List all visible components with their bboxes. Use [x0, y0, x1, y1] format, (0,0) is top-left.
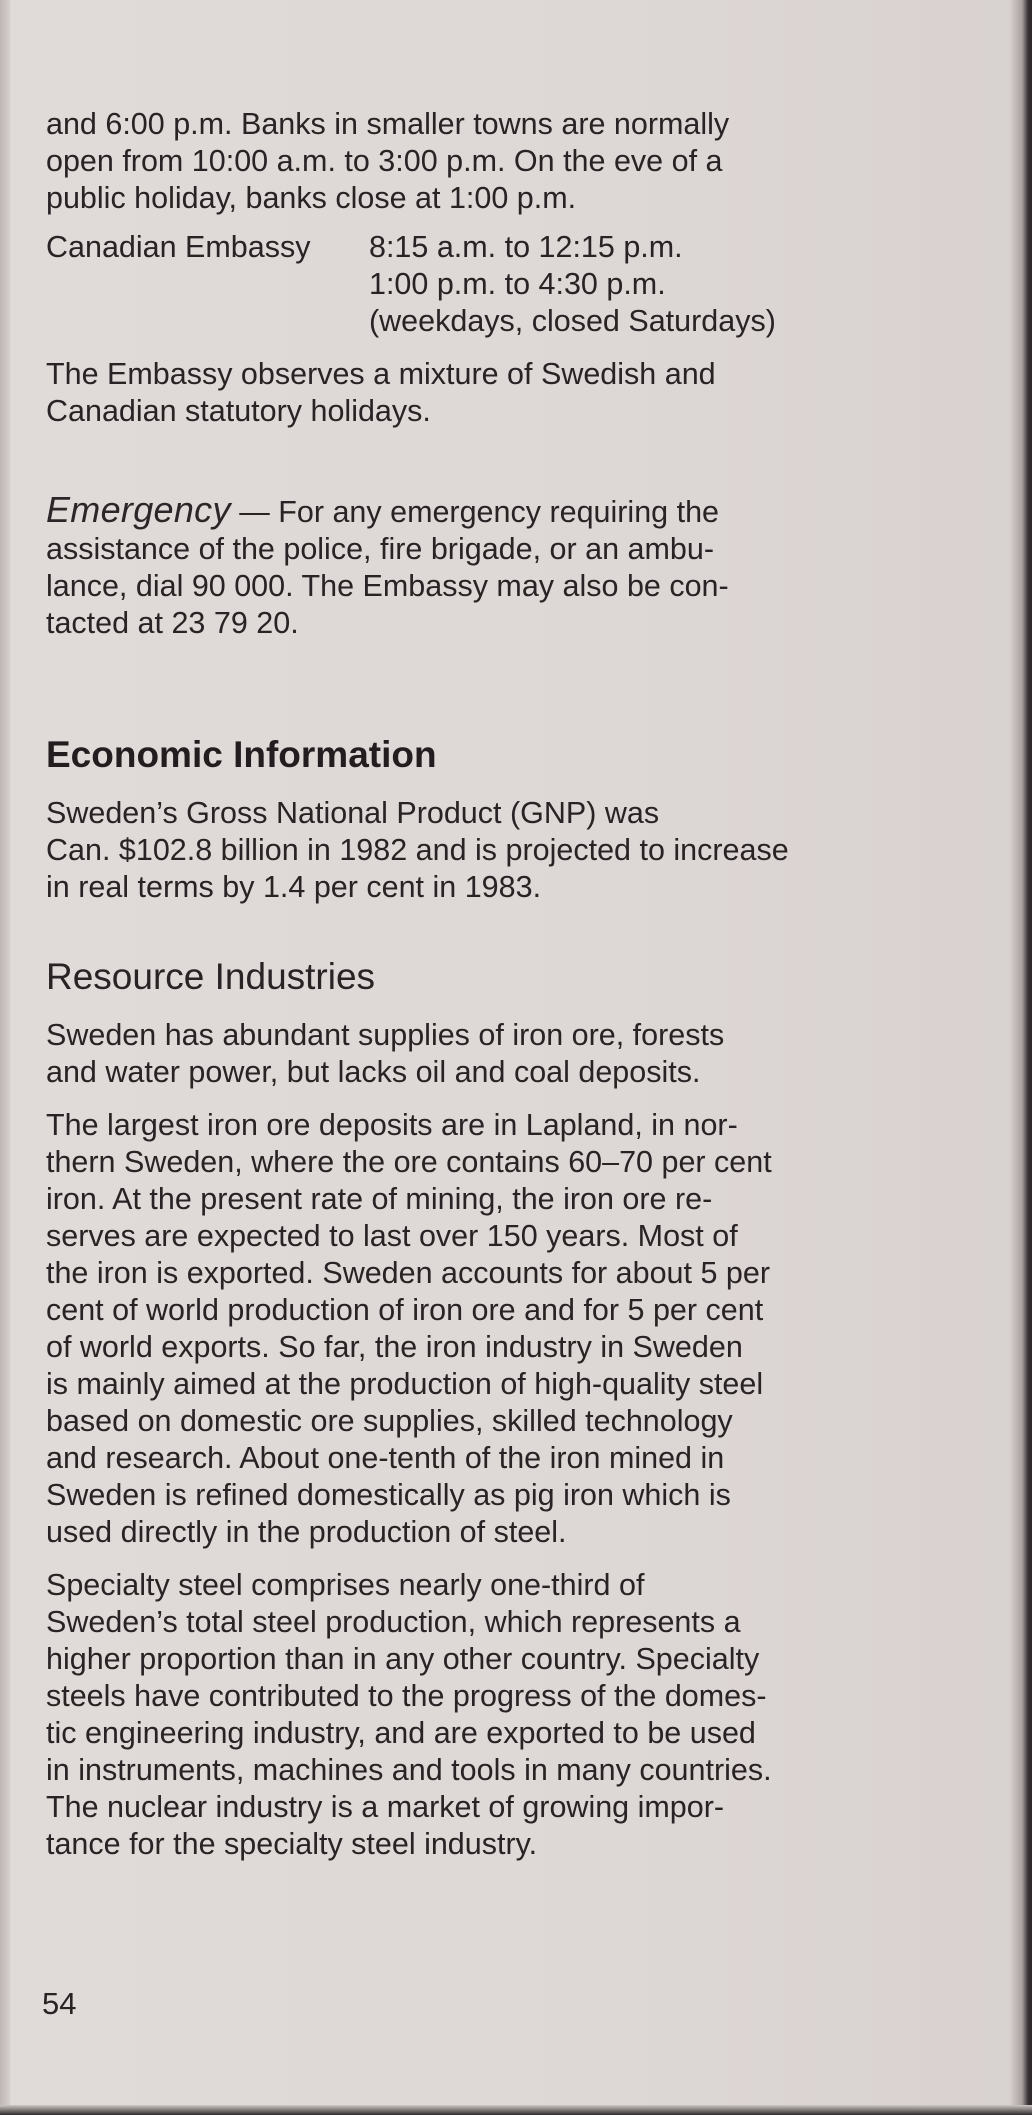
- resource-industries-heading: Resource Industries: [46, 956, 376, 997]
- emergency-lead: Emergency: [46, 489, 231, 530]
- page-right-edge: [1010, 0, 1032, 2115]
- holidays-paragraph: The Embassy observes a mixture of Swedish and Canadian statutory holidays.: [46, 357, 716, 428]
- emergency-text: — For any emergency requiring the assistance of the police, fire brigade, or an ambu- lance, dial 90 000. The Embassy may also be con- tacted at 23 79 20.: [46, 495, 729, 640]
- resource-paragraph-2: The largest iron ore deposits are in Lapland, in nor- thern Sweden, where the ore contains 60–70 per cent iron. At the present rate of mining, the iron ore re- serves are expected to last over 150 years. Most of the iron is exported. Sweden accounts for about 5 per cent of world production of iron ore and for 5 per cent of world exports. So far, the iron industry in Sweden is mainly aimed at the production of high-quality steel based on domestic ore supplies, skilled technology and research. About one-tenth of the iron mined in Sweden is refined domestically as pig iron which is used directly in the production of steel.: [46, 1108, 772, 1549]
- emergency-paragraph: [46, 491, 1006, 642]
- resource-paragraph-3: Specialty steel comprises nearly one-third of Sweden’s total steel production, which represents a higher proportion than in any other country. Specialty steels have contributed to the progress of the domes- tic engineering industry, and are exported to be used in instruments, machines and tools in many countries. The nuclear industry is a market of growing impor- tance for the specialty steel industry.: [46, 1568, 772, 1861]
- intro-paragraph: and 6:00 p.m. Banks in smaller towns are normally open from 10:00 a.m. to 3:00 p.m. On the eve of a public holiday, banks close at 1:00 p.m.: [46, 107, 730, 215]
- gnp-paragraph: Sweden’s Gross National Product (GNP) was Can. $102.8 billion in 1982 and is projected to increase in real terms by 1.4 per cent in 1983.: [46, 796, 789, 904]
- resource-paragraph-1: Sweden has abundant supplies of iron ore, forests and water power, but lacks oil and coal deposits.: [46, 1018, 725, 1089]
- page-number: 54: [42, 1986, 77, 2021]
- embassy-hours-label: Canadian Embassy: [46, 230, 311, 264]
- embassy-hours: [46, 229, 1006, 340]
- page-content: [46, 106, 1006, 1863]
- page-left-edge: [0, 0, 10, 2115]
- economic-information-heading: Economic Information: [46, 734, 437, 775]
- embassy-hours-value: 8:15 a.m. to 12:15 p.m. 1:00 p.m. to 4:30 p.m. (weekdays, closed Saturdays): [369, 230, 776, 338]
- page-bottom-edge: [0, 2105, 1032, 2115]
